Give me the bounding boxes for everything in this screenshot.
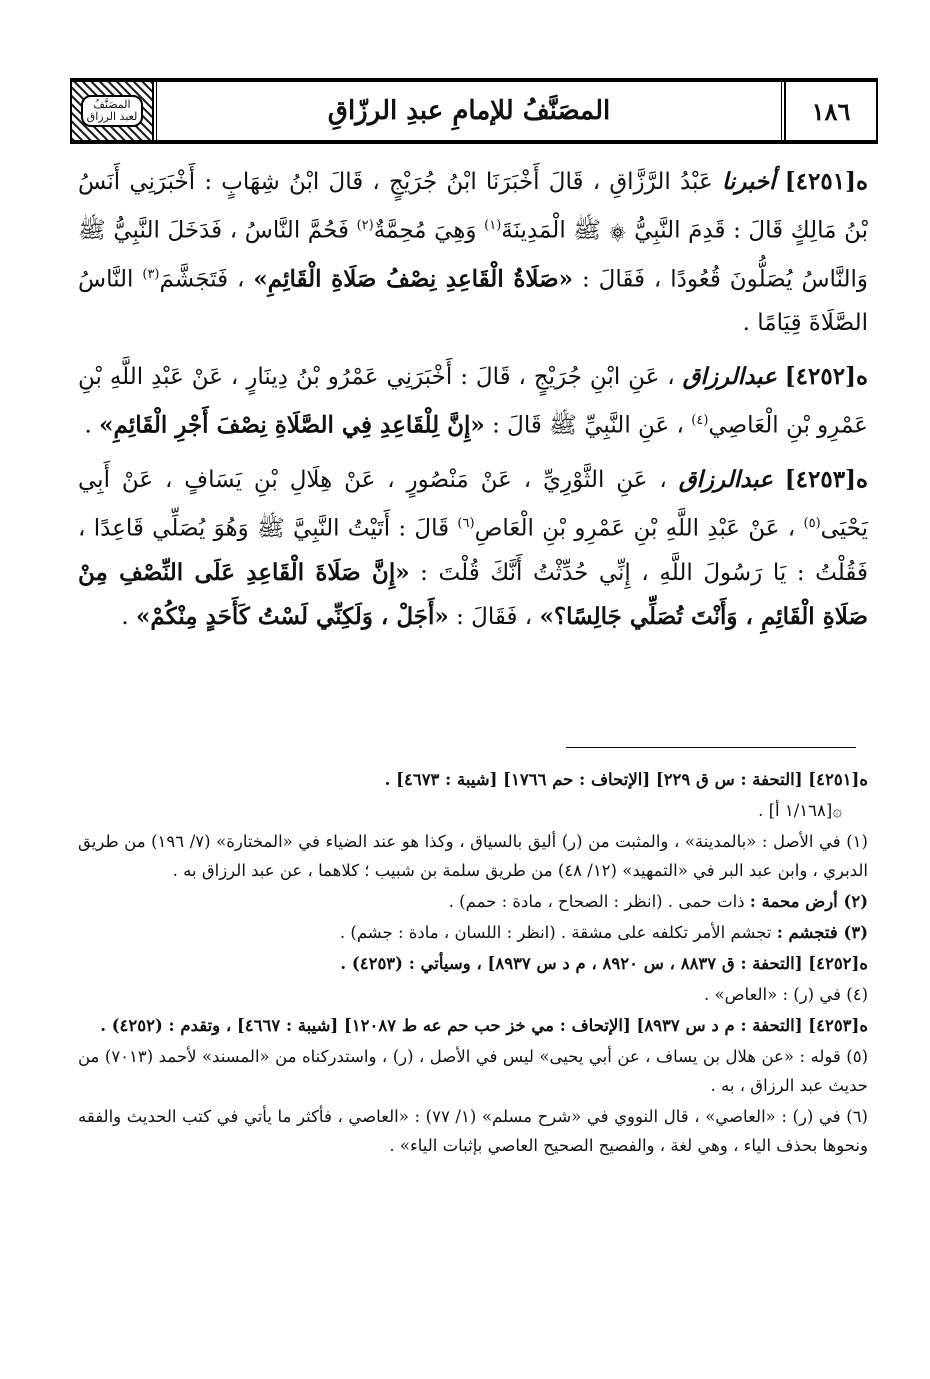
hadith-body: فَحُمَّ النَّاسُ ، فَدَخَلَ النَّبِيُّ ﷺ وَالنَّاسُ يُصَلُّونَ قُعُودًا ، فَقَالَ : — [78, 217, 868, 293]
narrator: عبدالرزاق — [678, 465, 773, 493]
footnote-ref[interactable]: (١) — [484, 218, 502, 233]
hadith-number: ه[٤٢٥٣] — [784, 465, 868, 493]
prophet-quote: «إِنَّ صَلَاةَ الْقَاعِدِ عَلَى النِّصْفِ مِنْ صَلَاةِ الْقَائِمِ ، وَأَنْتَ تُصَلِّي جَالِسًا؟» — [78, 558, 868, 630]
hadith-body: ، عَنْ عَبْدِ اللَّهِ بْنِ عَمْرِو بْنِ الْعَاصِ — [474, 515, 804, 542]
hadith-number: ه[٤٢٥١] — [784, 168, 868, 195]
hadith-body: ، عَنِ النَّبِيِّ ﷺ قَالَ : — [484, 412, 692, 439]
takhrij-4251 — [78, 765, 868, 794]
hadith-4252 — [78, 355, 868, 448]
hadith-body: وَهِيَ مُحِمَّةٌ — [373, 217, 485, 244]
footnote-3 — [78, 918, 868, 947]
prophet-quote: «أَجَلْ ، وَلَكِنِّي لَسْتُ كَأَحَدٍ مِنْكُمْ» — [135, 602, 449, 630]
emblem-text: لعبد الرزاق — [86, 110, 138, 123]
emblem-badge — [81, 95, 144, 127]
hadith-4251 — [78, 160, 868, 345]
hadith-body: ، عَنِ الثَّوْرِيِّ ، عَنْ مَنْصُورٍ ، عَنْ هِلَالِ بْنِ يَسَافٍ ، عَنْ أَبِي يَحْيَى — [78, 466, 868, 542]
hadith-body: ، فَتَجَشَّمَ — [159, 266, 254, 293]
hadith-text — [78, 160, 868, 649]
book-title: المصَنَّفُ للإمامِ عبدِ الرزّاقِ — [156, 82, 782, 140]
prophet-quote: «إِنَّ لِلْقَاعِدِ فِي الصَّلَاةِ نِصْفَ أَجْرِ الْقَائِمِ» — [99, 411, 485, 439]
footnote-ref[interactable]: (٣) — [142, 266, 160, 282]
folio-ref: ۞[١/١٦٨ أ] . — [758, 801, 842, 820]
hadith-body: . — [121, 603, 136, 630]
footnote-ref[interactable]: (٦) — [457, 515, 475, 531]
hadith-number: ه[٤٢٥٢] — [784, 363, 869, 391]
hadith-body: . — [84, 412, 100, 439]
footnote-ref[interactable]: (٥) — [803, 515, 821, 531]
takhrij-text: [التحفة : ق ٨٨٣٧ ، س ٨٩٢٠ ، م د س ٨٩٣٧] ، وسيأتي : (٤٢٥٣) . — [340, 954, 809, 973]
hadith-number: ه[٤٢٥٢] — [808, 954, 868, 973]
takhrij-4253 — [78, 1011, 868, 1040]
footnote-6: (٦) في (ر) : «العاصي» ، قال النووي في «شرح مسلم» (١/ ٧٧) : «العاصي ، فأكثر ما يأتي في كتب الحديث والفقه ونحوها بحذف الياء ، وهي لغة ، والفصيح الصحيح العاصي بإثبات الياء» . — [78, 1107, 868, 1155]
hadith-body: النَّاسُ الصَّلَاةَ قِيَامًا . — [78, 266, 868, 337]
footnote-4: (٤) في (ر) : «العاص» . — [704, 985, 868, 1004]
page-number: ١٨٦ — [784, 82, 876, 140]
hadith-body: قَالَ : أَتَيْتُ النَّبِيَّ ﷺ وَهُوَ يُصَلِّي قَاعِدًا ، فَقُلْتُ : يَا رَسُولَ اللَّهِ ، إِنِّي حُدِّثْتُ أَنَّكَ قُلْتَ : — [78, 515, 868, 586]
footnote-ref[interactable]: (٤) — [691, 413, 709, 429]
hadith-body: ، فَقَالَ : — [448, 603, 540, 630]
footnote-divider — [566, 747, 856, 748]
footnote-text: تجشم الأمر تكلفه على مشقة . (انظر : اللسان ، مادة : جشم) . — [339, 923, 777, 942]
footnote-text: ذات حمى . (انظر : الصحاح ، مادة : حمم) . — [448, 892, 750, 911]
takhrij-text: [التحفة : م د س ٨٩٣٧] [الإتحاف : مي خز حب حم عه ط ١٢٠٨٧] [شيبة : ٤٦٦٧] ، وتقدم : (٤٢٥٢) . — [100, 1016, 809, 1035]
emblem-text: المصَنَّفُ — [93, 98, 131, 111]
footnote-2 — [78, 887, 868, 916]
takhrij-4252 — [78, 949, 868, 978]
hadith-body: عَبْدُ الرَّزَّاقِ ، قَالَ أَخْبَرَنَا ابْنُ جُرَيْجٍ ، قَالَ ابْنُ شِهَابٍ : أَخْبَرَنِي أَنَسُ بْنُ مَالِكٍ قَالَ : قَدِمَ النَّبِيُّ ۞ ﷺ الْمَدِينَةَ — [78, 169, 868, 244]
narrator: عبدالرزاق — [682, 363, 777, 391]
footnote-label: (٣) فتجشم : — [776, 923, 868, 942]
header-emblem-left — [72, 82, 154, 140]
page-header — [70, 78, 878, 144]
narrator: أخبرنا — [721, 168, 776, 195]
hadith-4253 — [78, 458, 868, 639]
hadith-number: ه[٤٢٥١] — [808, 770, 868, 789]
footnote-ref[interactable]: (٢) — [356, 218, 374, 233]
hadith-body: ، عَنِ ابْنِ جُرَيْجٍ ، قَالَ : أَخْبَرَنِي عَمْرُو بْنُ دِينَارٍ ، عَنْ عَبْدِ اللَّهِ بْنِ عَمْرِو بْنِ الْعَاصِي — [78, 364, 868, 439]
takhrij-text: [التحفة : س ق ٢٢٩] [الإتحاف : حم ١٧٦٦] [شيبة : ٤٦٧٣] . — [384, 770, 809, 789]
footnote-1: (١) في الأصل : «بالمدينة» ، والمثبت من (ر) أليق بالسياق ، وكذا هو عند الضياء في «المختارة» (٧/ ١٩٦) من طريق الدبري ، وابن عبد البر في «التمهيد» (١٢/ ٤٨) من طريق سلمة بن شبيب ؛ كلاهما ، عن عبد الرزاق به . — [78, 832, 868, 880]
footnote-5: (٥) قوله : «عن هلال بن يساف ، عن أبي يحيى» ليس في الأصل ، (ر) ، واستدركناه من «المسند» لأحمد (٧٠١٣) من حديث عبد الرزاق ، به . — [78, 1047, 868, 1095]
footnotes — [78, 765, 868, 1162]
hadith-number: ه[٤٢٥٣] — [808, 1016, 868, 1035]
footnote-label: (٢) أرض محمة : — [749, 892, 868, 911]
prophet-quote: «صَلَاةُ الْقَاعِدِ نِصْفُ صَلَاةِ الْقَائِمِ» — [253, 265, 574, 293]
